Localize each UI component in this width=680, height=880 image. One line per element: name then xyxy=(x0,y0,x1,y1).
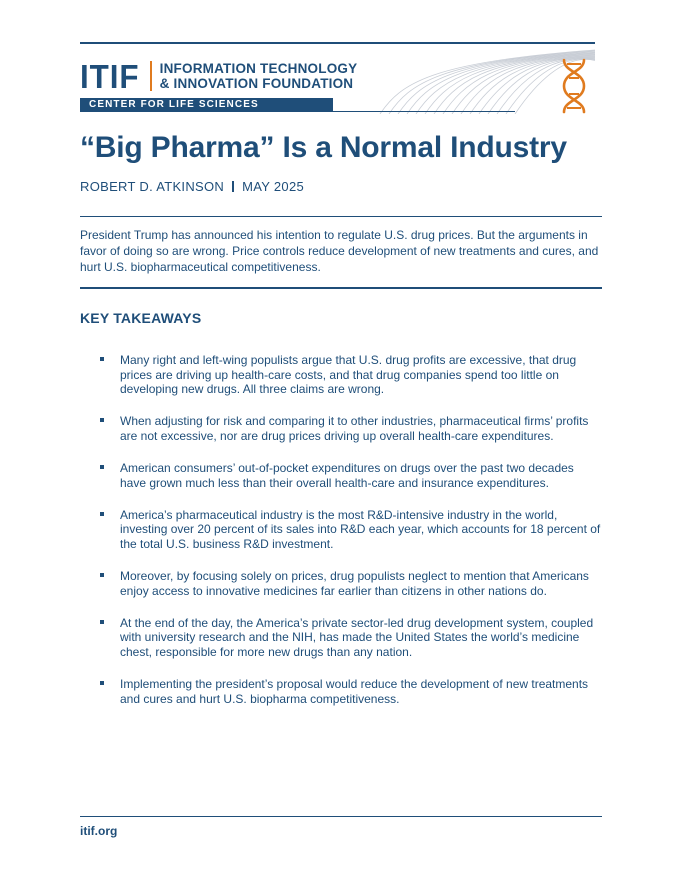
logo-org-line2: & INNOVATION FOUNDATION xyxy=(159,76,354,91)
bullet-icon xyxy=(100,418,104,422)
author: ROBERT D. ATKINSON xyxy=(80,179,225,194)
bullet-icon xyxy=(100,681,104,685)
report-title: “Big Pharma” Is a Normal Industry xyxy=(80,131,567,164)
logo-org-name xyxy=(160,61,358,91)
dna-icon xyxy=(558,58,590,114)
logo-wordmark: ITIF xyxy=(80,57,140,95)
takeaway-text: At the end of the day, the America’s private sector-led drug development system, coupled with university research and the NIH, has made the United States the world’s medicine chest, responsible for more new drugs than any nation. xyxy=(120,615,594,659)
summary-top-rule xyxy=(80,216,602,217)
bullet-icon xyxy=(100,573,104,577)
takeaway-item xyxy=(98,616,603,660)
bullet-icon xyxy=(100,620,104,624)
takeaway-text: American consumers’ out-of-pocket expenditures on drugs over the past two decades have grown much less than their overall health-care and insurance expenditures. xyxy=(120,460,574,490)
center-name-banner: CENTER FOR LIFE SCIENCES INNOVATION xyxy=(80,98,333,112)
footer-site-link[interactable]: itif.org xyxy=(80,824,118,838)
key-takeaways-heading: KEY TAKEAWAYS xyxy=(80,310,202,326)
publish-date: MAY 2025 xyxy=(242,179,305,194)
takeaway-item xyxy=(98,461,603,490)
takeaway-item xyxy=(98,677,603,706)
key-takeaways-list xyxy=(98,353,603,724)
takeaway-text: When adjusting for risk and comparing it to other industries, pharmaceutical firms’ profits are not excessive, nor are drug prices driving up overall health-care expenditures. xyxy=(120,414,589,443)
takeaway-item xyxy=(98,353,603,397)
banner-rule xyxy=(333,111,515,112)
takeaway-item xyxy=(98,414,603,443)
report-summary: President Trump has announced his intention to regulate U.S. drug prices. But the arguments in favor of doing so are wrong. Price controls reduce development of new treatments and cures, and hurt U.S. biopharmaceutical competitiveness. xyxy=(80,228,599,274)
takeaway-text: Many right and left-wing populists argue that U.S. drug profits are excessive, that drug prices are driving up health-care costs, and that drug companies spend too little on developing new drugs. All three claims are wrong. xyxy=(120,353,577,397)
summary-bottom-rule xyxy=(80,287,602,289)
logo-org-line1: INFORMATION TECHNOLOGY xyxy=(159,61,358,76)
bullet-icon xyxy=(100,512,104,516)
takeaway-text: Implementing the president’s proposal would reduce the development of new treatments and cures and hurt U.S. biopharma competitiveness. xyxy=(120,676,589,706)
itif-logo[interactable] xyxy=(80,56,357,96)
takeaway-text: America’s pharmaceutical industry is the most R&D-intensive industry in the world, investing over 20 percent of its sales into R&D each year, which accounts for 18 percent of the total U.S. business R&D investment. xyxy=(120,507,601,551)
takeaway-text: Moreover, by focusing solely on prices, drug populists neglect to mention that Americans enjoy access to innovative medicines far earlier than citizens in other nations do. xyxy=(120,568,589,598)
byline xyxy=(80,179,304,194)
logo-divider xyxy=(150,61,152,91)
byline-separator xyxy=(232,181,234,192)
takeaway-item xyxy=(98,569,603,598)
bullet-icon xyxy=(100,357,104,361)
takeaway-item xyxy=(98,508,603,552)
footer-rule xyxy=(80,816,602,817)
bullet-icon xyxy=(100,465,104,469)
